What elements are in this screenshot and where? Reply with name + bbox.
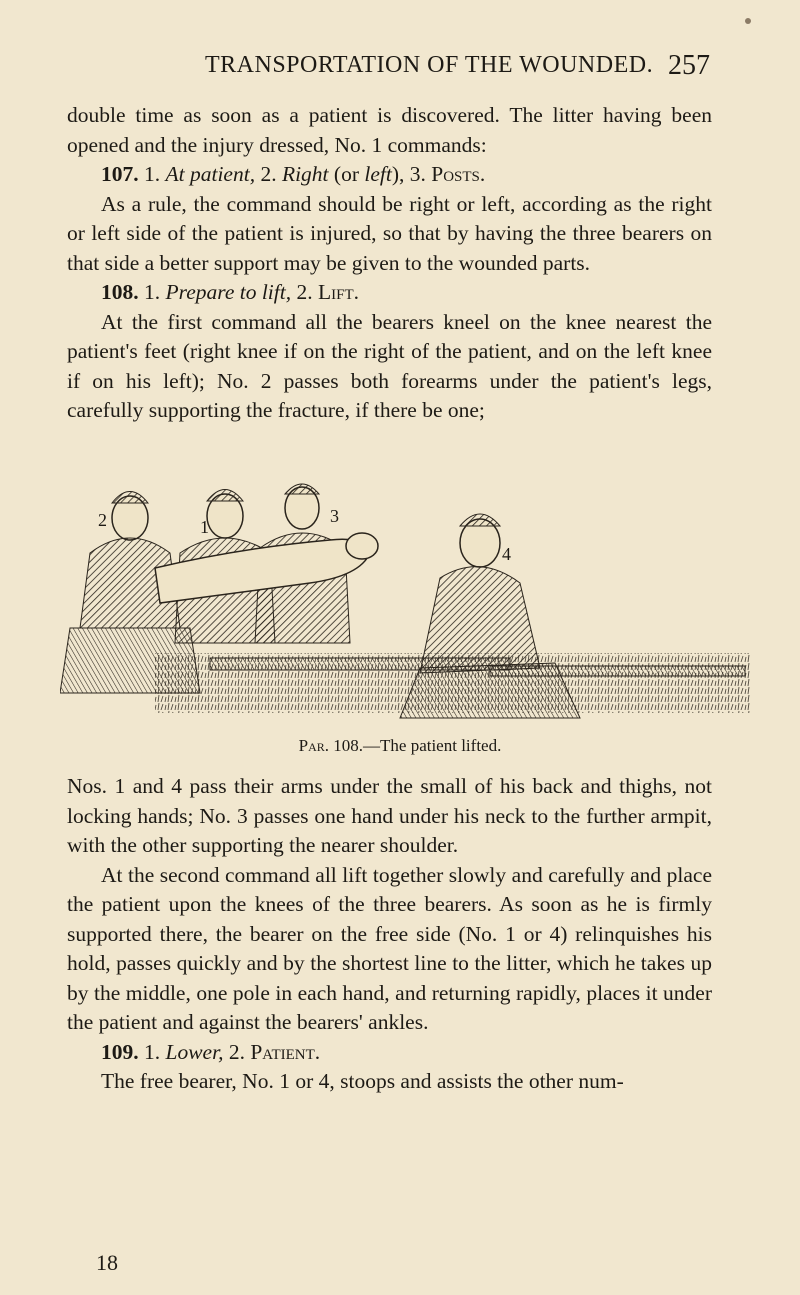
engraving-illustration	[60, 478, 750, 730]
command-text: Lift.	[317, 280, 359, 304]
command-text: Patient.	[250, 1039, 321, 1064]
paragraph: As a rule, the command should be right or left, according as the right or left side of the patient is injured, so that by having the three bearers on that side a better support may be given to the wounded parts.	[67, 191, 712, 275]
page-number: 257	[668, 50, 710, 81]
paragraph-107: 107. 1. At patient, 2. Right (or left), 3. Posts.	[101, 162, 486, 186]
paragraph-continuation: double time as soon as a patient is discovered. The litter having been opened and the injury dressed, No. 1 commands:	[67, 103, 712, 157]
command-text: Right	[281, 162, 329, 186]
page-header	[0, 50, 800, 84]
command-text: Prepare to lift,	[165, 280, 292, 304]
signature-mark: 18	[96, 1250, 118, 1275]
paragraph-number: 109.	[101, 1039, 139, 1064]
bottom-text-block	[67, 772, 712, 1097]
figure-label: 2	[98, 510, 107, 530]
command-text: Posts.	[431, 162, 486, 186]
paragraph-108: 108. 1. Prepare to lift, 2. Lift.	[101, 280, 359, 304]
paragraph-number: 107.	[101, 162, 139, 186]
paragraph: At the second command all lift together slowly and carefully and place the patient upon the knees of the three bearers. As soon as he is firmly supported there, the bearer on the free side (No. 1 or 4) relinquishes his hold, passes quickly and by the shortest line to the litter, which he takes up by the middle, one pole in each hand, and returning rapidly, places it under the patient and against the bearers' ankles.	[67, 862, 712, 1034]
top-text-block	[67, 101, 712, 426]
command-text: At patient,	[165, 162, 256, 186]
paragraph: At the first command all the bearers kneel on the knee nearest the patient's feet (right knee if on the right of the patient, and on the left knee if on his left); No. 2 passes both forearms under the patient's legs, carefully supporting the fracture, if there be one;	[67, 309, 712, 422]
running-head: TRANSPORTATION OF THE WOUNDED.	[205, 52, 654, 78]
bearer-4	[400, 514, 580, 718]
command-text: Lower,	[165, 1039, 224, 1064]
paragraph: Nos. 1 and 4 pass their arms under the small of his back and thighs, not locking hands; No. 3 passes one hand under his neck to the further armpit, with the other supporting the nearer shoulder.	[67, 774, 712, 857]
figure-label: 4	[502, 544, 511, 564]
illustration-patient-lifted	[60, 478, 750, 730]
figure-caption: Par. 108.—The patient lifted.	[298, 736, 502, 755]
paper-blemish	[745, 18, 751, 24]
paragraph-109: 109. 1. Lower, 2. Patient.	[101, 1039, 321, 1064]
figure-label: 3	[330, 506, 339, 526]
figure-label: 1	[200, 517, 209, 537]
paragraph: The free bearer, No. 1 or 4, stoops and assists the other num-	[101, 1069, 624, 1093]
paragraph-number: 108.	[101, 280, 139, 304]
